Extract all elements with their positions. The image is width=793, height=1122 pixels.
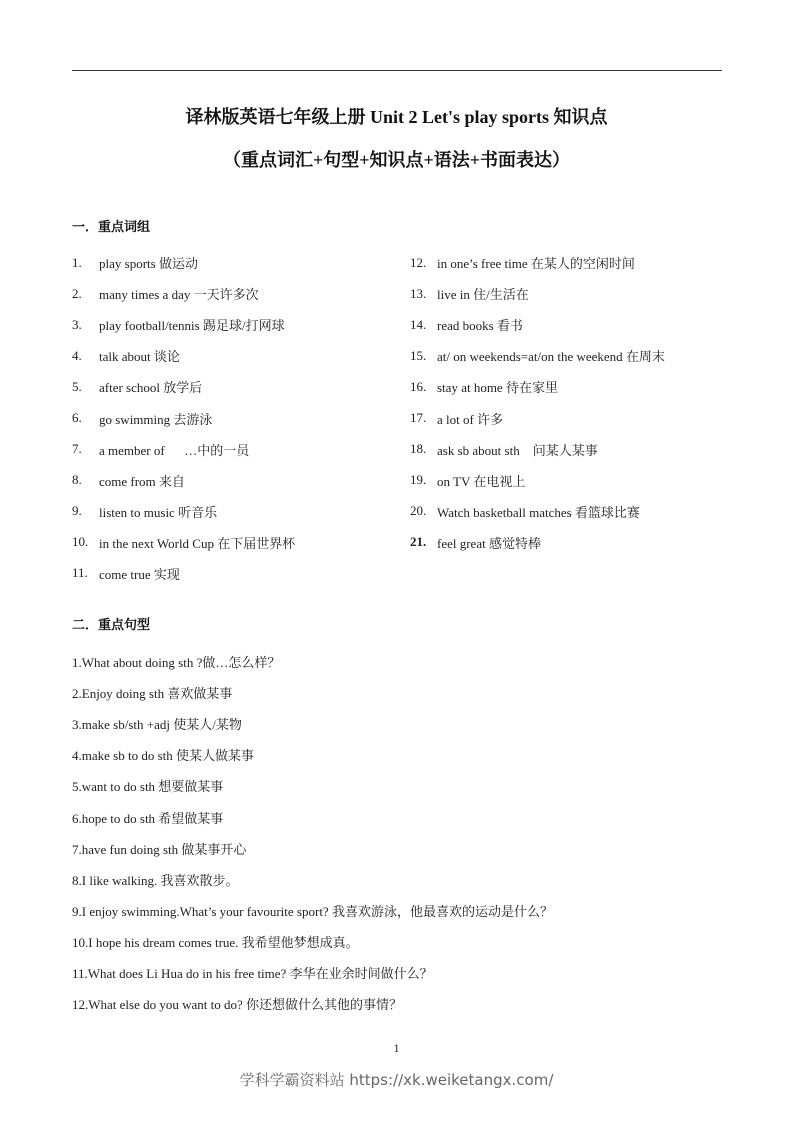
watermark-text: 学科学霸资料站 https://xk.weiketangx.com/ xyxy=(239,1071,554,1089)
phrase-item: 13. live in 住/生活在 xyxy=(410,285,529,303)
sentence-item: 12.What else do you want to do? 你还想做什么其他的事情？ xyxy=(72,997,403,1013)
phrase-item: 18. ask sb about sth 问某人某事 xyxy=(410,441,598,458)
sentence-item: 1.What about doing sth ?做…怎么样？ xyxy=(72,655,281,671)
sentence-item: 9.I enjoy swimming.What’s your favourite sport? 我喜欢游泳，他最喜欢的运动是什么？ xyxy=(72,903,553,919)
phrase-item: 20. Watch basketball matches 看篮球比赛 xyxy=(410,503,640,520)
phrase-item: 2. many times a day 一天许多次 xyxy=(72,285,259,303)
header-rule xyxy=(72,70,722,71)
phrase-item: 6. go swimming 去游泳 xyxy=(72,410,213,427)
phrase-list-left xyxy=(72,247,392,589)
sentence-list xyxy=(72,646,732,1019)
phrase-item: 16. stay at home 待在家里 xyxy=(410,378,558,396)
sentence-item: 5.want to do sth 想要做某事 xyxy=(72,779,224,795)
phrase-item: 21. feel great 感觉特棒 xyxy=(410,534,541,551)
phrase-item: 15. at/ on weekends=at/on the weekend 在周末 xyxy=(410,347,665,365)
sentence-item: 10.I hope his dream comes true. 我希望他梦想成真。 xyxy=(72,934,359,950)
phrase-item: 1. play sports 做运动 xyxy=(72,254,198,272)
phrase-item: 3. play football/tennis 踢足球/打网球 xyxy=(72,316,285,334)
phrase-item: 8. come from 来自 xyxy=(72,472,185,489)
phrase-item: 17. a lot of 许多 xyxy=(410,410,504,427)
document-subtitle: （重点词汇+句型+知识点+语法+书面表达） xyxy=(222,150,571,170)
phrase-item: 12. in one’s free time 在某人的空闲时间 xyxy=(410,254,635,272)
phrase-item: 4. talk about 谈论 xyxy=(72,347,180,365)
phrase-item: 10. in the next World Cup 在下届世界杯 xyxy=(72,534,296,551)
sentence-item: 7.have fun doing sth 做某事开心 xyxy=(72,841,247,857)
phrase-item: 9. listen to music 听音乐 xyxy=(72,503,218,520)
sentence-item: 2.Enjoy doing sth 喜欢做某事 xyxy=(72,686,233,702)
sentence-item: 6.hope to do sth 希望做某事 xyxy=(72,810,224,826)
sentence-item: 3.make sb/sth +adj 使某人/某物 xyxy=(72,717,242,733)
phrase-item: 11. come true 实现 xyxy=(72,565,180,582)
page-number: 1 xyxy=(393,1041,400,1055)
phrase-item: 7. a member of …中的一员 xyxy=(72,441,250,458)
section-heading-phrases: 一．重点词组 xyxy=(72,219,151,234)
phrase-list-right xyxy=(410,247,730,558)
phrase-item: 5. after school 放学后 xyxy=(72,378,203,396)
section-heading-sentences: 二．重点句型 xyxy=(72,617,151,632)
sentence-item: 4.make sb to do sth 使某人做某事 xyxy=(72,748,254,764)
sentence-item: 8.I like walking. 我喜欢散步。 xyxy=(72,872,239,888)
document-title: 译林版英语七年级上册 Unit 2 Let's play sports 知识点 xyxy=(185,107,608,127)
phrase-item: 19. on TV 在电视上 xyxy=(410,472,526,489)
sentence-item: 11.What does Li Hua do in his free time? 李华在业余时间做什么？ xyxy=(72,965,433,981)
phrase-item: 14. read books 看书 xyxy=(410,316,523,334)
